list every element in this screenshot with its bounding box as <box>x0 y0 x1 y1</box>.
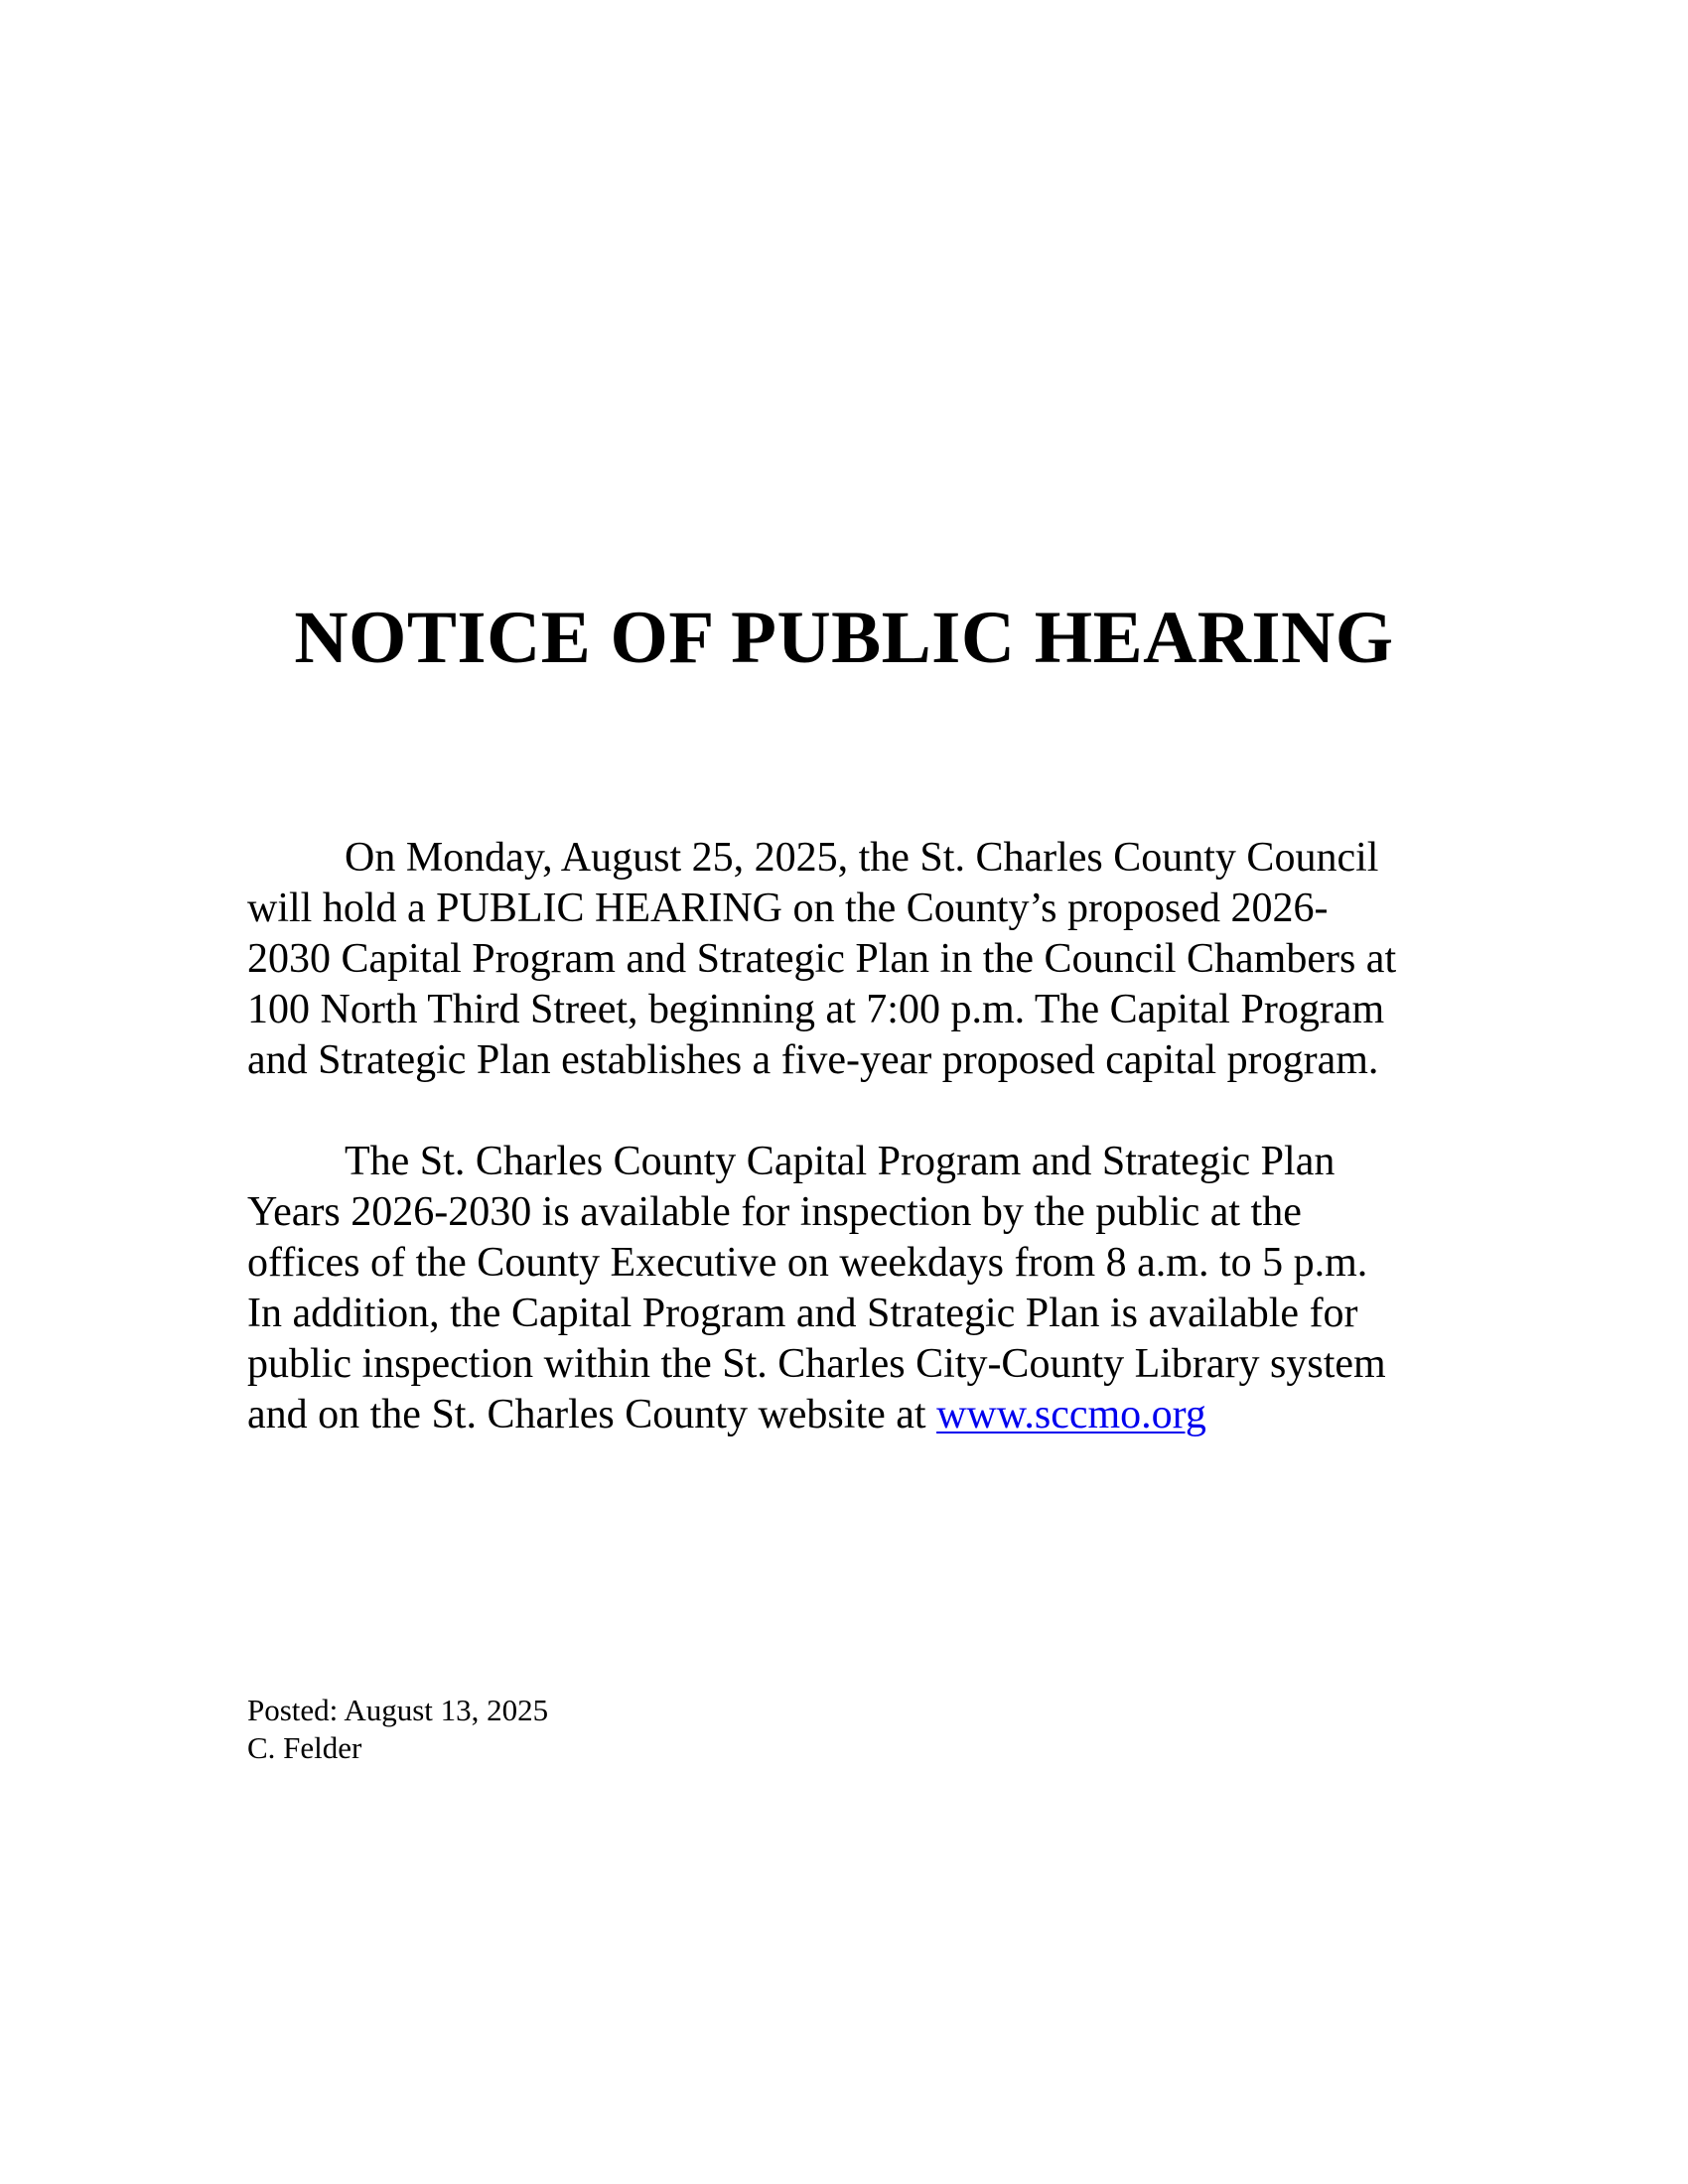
website-link[interactable]: www.sccmo.org <box>936 1392 1206 1437</box>
paragraph2-line-6 <box>247 1390 1206 1439</box>
paragraph1-line-4: 100 North Third Street, beginning at 7:00 p.m. The Capital Program <box>247 987 1385 1032</box>
author-name: C. Felder <box>247 1730 362 1765</box>
paragraph1-line-3: 2030 Capital Program and Strategic Plan in the Council Chambers at <box>247 936 1397 982</box>
paragraph2-line-5: public inspection within the St. Charles City-County Library system <box>247 1341 1386 1387</box>
paragraph1-line-5: and Strategic Plan establishes a five-year proposed capital program. <box>247 1037 1379 1083</box>
page-title: NOTICE OF PUBLIC HEARING <box>294 597 1394 679</box>
paragraph2-line-1: The St. Charles County Capital Program and Strategic Plan <box>345 1139 1336 1184</box>
paragraph1-line-1: On Monday, August 25, 2025, the St. Charles County Council <box>345 835 1379 881</box>
paragraph2-line-3: offices of the County Executive on weekdays from 8 a.m. to 5 p.m. <box>247 1240 1368 1286</box>
posted-date: Posted: August 13, 2025 <box>247 1693 549 1727</box>
paragraph1-line-2: will hold a PUBLIC HEARING on the County’s proposed 2026- <box>247 886 1329 931</box>
paragraph2-line-2: Years 2026-2030 is available for inspection by the public at the <box>247 1189 1302 1235</box>
website-sentence: and on the St. Charles County website at <box>247 1392 937 1437</box>
paragraph2-line-4: In addition, the Capital Program and Strategic Plan is available for <box>247 1291 1358 1336</box>
